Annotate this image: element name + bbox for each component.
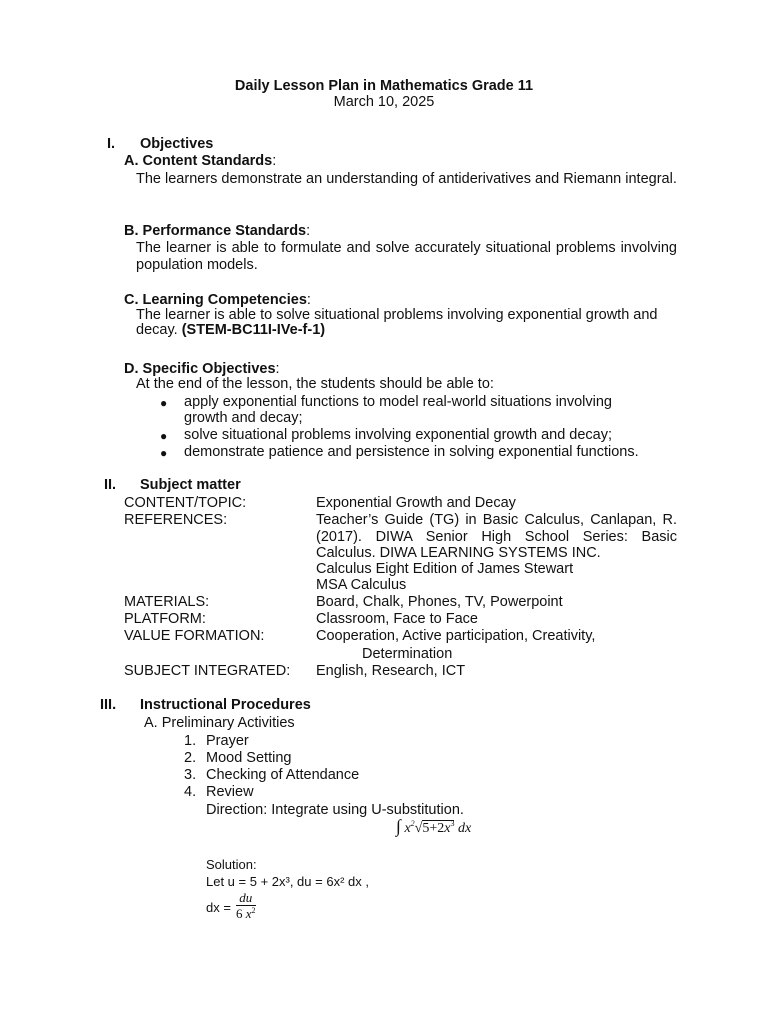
- integral-x: x: [404, 821, 411, 836]
- dx-fraction: [236, 890, 256, 923]
- specific-objective-item-1-line1: apply exponential functions to model real-world situations involving: [184, 394, 612, 410]
- solution-let-line: Let u = 5 + 2x³, du = 6x² dx ,: [206, 874, 369, 889]
- preliminary-item-4-num: 4.: [184, 784, 197, 800]
- preliminary-item-3-num: 3.: [184, 767, 197, 783]
- content-topic-label: CONTENT/TOPIC:: [124, 495, 247, 511]
- learning-competencies-label: C. Learning Competencies: [124, 292, 307, 308]
- performance-standards-label: B. Performance Standards: [124, 223, 307, 239]
- section-heading-subject-matter: Subject matter: [140, 477, 241, 493]
- bullet-icon: ●: [160, 429, 168, 443]
- review-direction: Direction: Integrate using U-substitution.: [206, 802, 464, 818]
- references-line4: Calculus Eight Edition of James Stewart: [316, 561, 574, 577]
- specific-objectives-colon: :: [275, 361, 280, 377]
- bullet-icon: ●: [160, 446, 168, 460]
- document-date: March 10, 2025: [333, 94, 435, 110]
- radicand-text: 5+2: [422, 821, 445, 836]
- references-line5: MSA Calculus: [316, 577, 407, 593]
- preliminary-item-2-num: 2.: [184, 750, 197, 766]
- dx-fraction-numerator: du: [236, 890, 256, 906]
- preliminary-item-3-text: Checking of Attendance: [206, 767, 360, 783]
- learning-competencies-colon: :: [306, 292, 311, 308]
- integral-dx: dx: [457, 821, 472, 836]
- content-standards-colon: :: [272, 153, 277, 169]
- radicand-x: x: [444, 821, 451, 836]
- value-formation-line2: Determination: [362, 646, 453, 662]
- section-numeral-objectives: I.: [107, 136, 116, 152]
- performance-standards-text: The learner is able to formulate and solve accurately situational problems involving population models.: [136, 240, 677, 273]
- preliminary-item-2-text: Mood Setting: [206, 750, 292, 766]
- performance-standards-heading: [124, 223, 310, 240]
- learning-competencies-text-line2: [136, 322, 325, 339]
- content-standards-label: A. Content Standards: [124, 153, 273, 169]
- bullet-icon: ●: [160, 396, 168, 410]
- integral-expression: [396, 818, 471, 838]
- value-formation-label: VALUE FORMATION:: [124, 628, 265, 644]
- section-heading-instructional-procedures: Instructional Procedures: [140, 697, 311, 713]
- learning-competencies-text-line1: The learner is able to solve situational problems involving exponential growth and: [136, 307, 658, 323]
- performance-standards-colon: :: [306, 223, 311, 239]
- subject-integrated-label: SUBJECT INTEGRATED:: [124, 663, 291, 679]
- references-line2: (2017). DIWA Senior High School Series: Basic: [316, 529, 677, 545]
- references-label: REFERENCES:: [124, 512, 228, 528]
- preliminary-item-1-num: 1.: [184, 733, 197, 749]
- solution-label: Solution:: [206, 857, 257, 872]
- references-line1: Teacher’s Guide (TG) in Basic Calculus, Canlapan, R.: [316, 512, 677, 528]
- dx-denominator-var: x: [245, 906, 252, 921]
- specific-objective-item-1-line2: growth and decay;: [184, 410, 303, 426]
- radicand-box: [422, 820, 454, 836]
- integral-exp2: 2: [410, 819, 415, 828]
- dx-denominator-exp: 2: [251, 906, 256, 915]
- learning-competencies-code: (STEM-BC11I-IVe-f-1): [181, 322, 326, 338]
- content-standards-heading: [124, 153, 276, 170]
- dx-denominator-coef: 6: [236, 906, 243, 921]
- specific-objective-item-3: demonstrate patience and persistence in solving exponential functions.: [184, 444, 639, 460]
- document-title: Daily Lesson Plan in Mathematics Grade 11: [234, 78, 534, 94]
- preliminary-activities-label: A. Preliminary Activities: [144, 715, 295, 731]
- references-line3: Calculus. DIWA LEARNING SYSTEMS INC.: [316, 545, 601, 561]
- preliminary-item-1-text: Prayer: [206, 733, 249, 749]
- preliminary-item-4-text: Review: [206, 784, 254, 800]
- content-standards-text: The learners demonstrate an understanding of antiderivatives and Riemann integral.: [136, 171, 677, 187]
- section-numeral-subject-matter: II.: [104, 477, 117, 493]
- specific-objective-item-2: solve situational problems involving exponential growth and decay;: [184, 427, 613, 443]
- section-numeral-instructional-procedures: III.: [100, 697, 117, 713]
- radicand-exp3: 3: [450, 819, 455, 828]
- integral-sign-icon: ∫: [396, 816, 401, 836]
- specific-objectives-intro: At the end of the lesson, the students should be able to:: [136, 376, 494, 392]
- section-heading-objectives: Objectives: [140, 136, 214, 152]
- value-formation-line1: Cooperation, Active participation, Creativity,: [316, 628, 596, 644]
- materials-label: MATERIALS:: [124, 594, 210, 610]
- platform-value: Classroom, Face to Face: [316, 611, 478, 627]
- learning-competencies-text-decay: decay.: [136, 322, 178, 338]
- platform-label: PLATFORM:: [124, 611, 206, 627]
- solution-dx-prefix: dx =: [206, 900, 231, 915]
- content-topic-value: Exponential Growth and Decay: [316, 495, 516, 511]
- materials-value: Board, Chalk, Phones, TV, Powerpoint: [316, 594, 563, 610]
- specific-objectives-label: D. Specific Objectives: [124, 361, 276, 377]
- dx-fraction-denominator: [236, 906, 256, 923]
- radical-icon: √: [414, 821, 423, 836]
- subject-integrated-value: English, Research, ICT: [316, 663, 466, 679]
